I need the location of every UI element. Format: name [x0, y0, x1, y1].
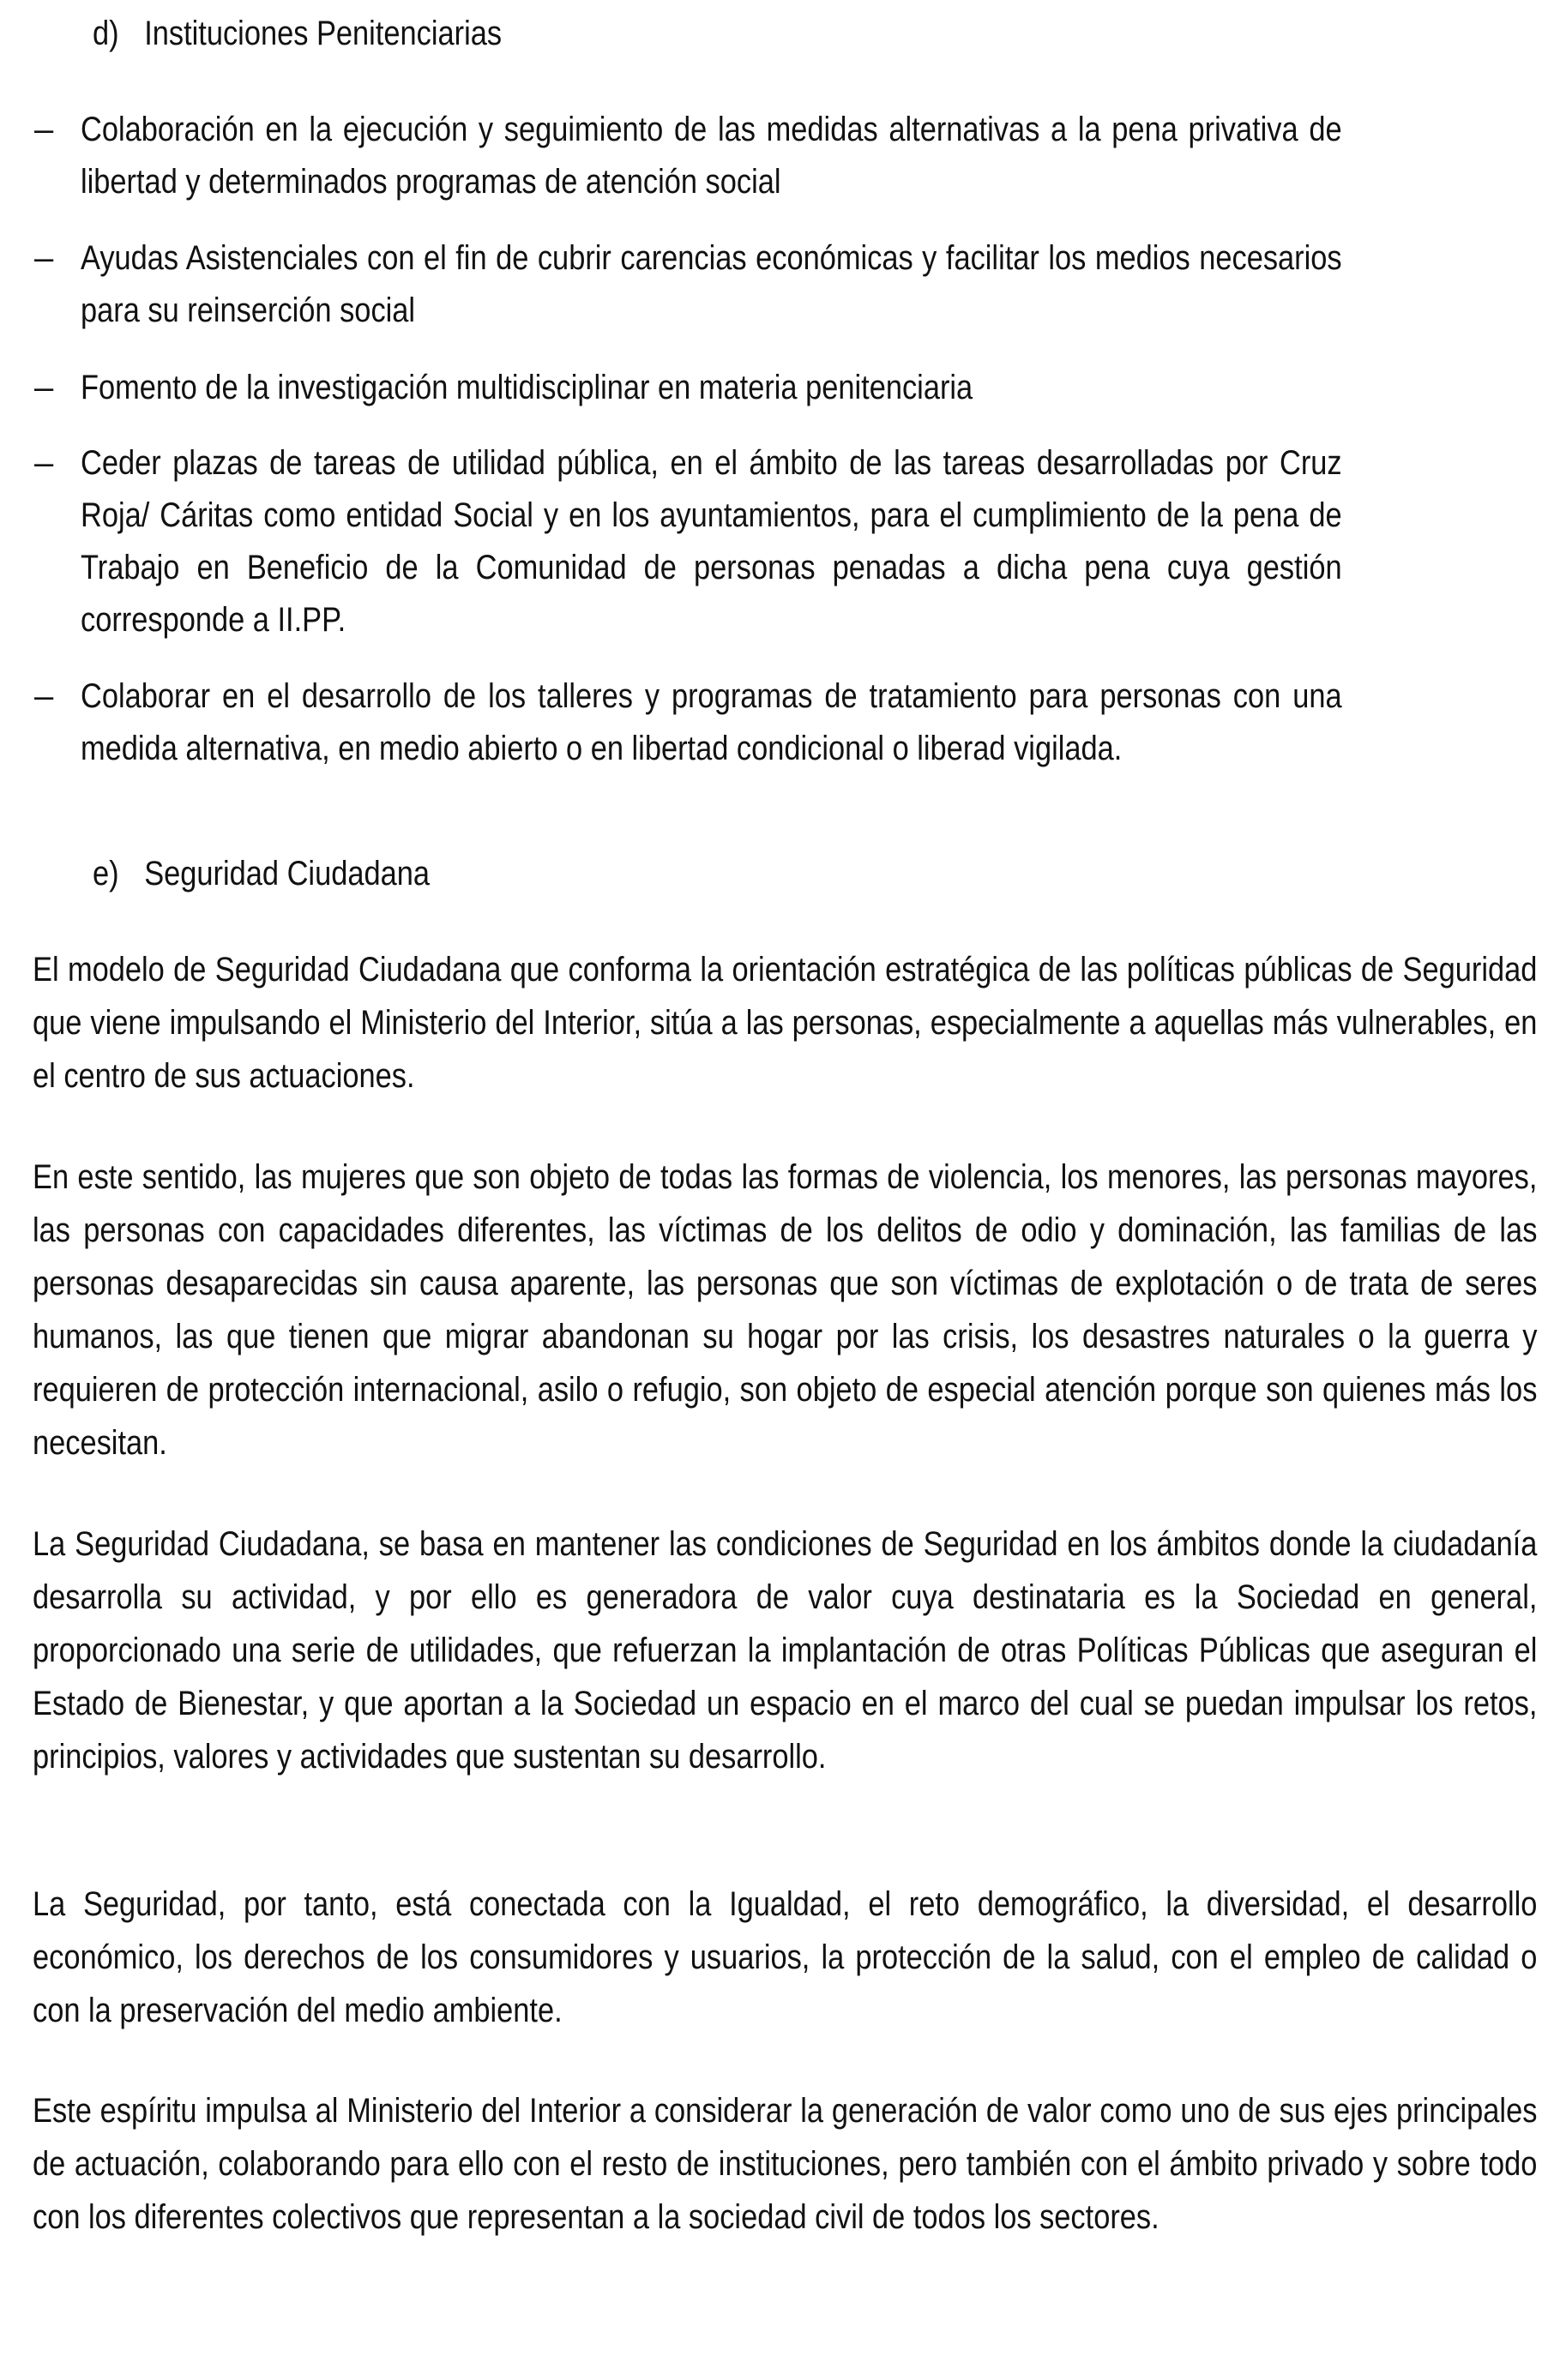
section-e-paragraph-3: La Seguridad Ciudadana, se basa en mantener las condiciones de Seguridad en los ámbitos donde la ciudadanía desarrolla su actividad, y por ello es generadora de valor cuya destinataria es la Sociedad en general, proporcionado una serie de utilidades, que refuerzan la implantación de otras Políticas Públicas que aseguran el Estado de Bienestar, y que aportan a la Sociedad un espacio en el marco del cual se puedan impulsar los retos, principios, valores y actividades que sustentan su desarrollo.	[33, 1525, 1538, 1776]
section-e-heading	[93, 847, 430, 900]
section-d-item-text: Colaboración en la ejecución y seguimiento de las medidas alternativas a la pena privativa de libertad y determinados programas de atención social	[81, 111, 1342, 201]
bullet-dash: –	[34, 677, 54, 715]
section-e-paragraph-5: Este espíritu impulsa al Ministerio del Interior a considerar la generación de valor como uno de sus ejes principales de actuación, colaborando para ello con el resto de instituciones, pero también con el ámbito privado y sobre todo con los diferentes colectivos que representan a la sociedad civil de todos los sectores.	[33, 2092, 1538, 2236]
section-d-item-text: Colaborar en el desarrollo de los talleres y programas de tratamiento para personas con una medida alternativa, en medio abierto o en libertad condicional o liberad vigilada.	[81, 677, 1342, 767]
bullet-dash: –	[34, 444, 54, 482]
bullet-dash: –	[34, 369, 54, 406]
bullet-dash: –	[34, 111, 54, 148]
section-e-paragraph-4: La Seguridad, por tanto, está conectada con la Igualdad, el reto demográfico, la diversidad, el desarrollo económico, los derechos de los consumidores y usuarios, la protección de la salud, con el empleo de calidad o con la preservación del medio ambiente.	[33, 1885, 1538, 2029]
section-e-paragraph-2: En este sentido, las mujeres que son objeto de todas las formas de violencia, los menores, las personas mayores, las personas con capacidades diferentes, las víctimas de los delitos de odio y dominación, las familias de las personas desaparecidas sin causa aparente, las personas que son víctimas de explotación o de trata de seres humanos, las que tienen que migrar abandonan su hogar por las crisis, los desastres naturales o la guerra y requieren de protección internacional, asilo o refugio, son objeto de especial atención porque son quienes más los necesitan.	[33, 1158, 1538, 1462]
section-d-item-text: Ceder plazas de tareas de utilidad pública, en el ámbito de las tareas desarrolladas por Cruz Roja/ Cáritas como entidad Social y en los ayuntamientos, para el cumplimiento de la pena de Trabajo en Beneficio de la Comunidad de personas penadas a dicha pena cuya gestión corresponde a II.PP.	[81, 444, 1342, 639]
section-e-title: Seguridad Ciudadana	[144, 855, 431, 892]
section-d-item-text: Fomento de la investigación multidisciplinar en materia penitenciaria	[81, 369, 973, 406]
section-d-item-text: Ayudas Asistenciales con el fin de cubrir carencias económicas y facilitar los medios necesarios para su reinserción social	[81, 239, 1342, 329]
section-d-title: Instituciones Penitenciarias	[144, 15, 503, 52]
section-e-paragraph-1: El modelo de Seguridad Ciudadana que conforma la orientación estratégica de las políticas públicas de Seguridad que viene impulsando el Ministerio del Interior, sitúa a las personas, especialmente a aquellas más vulnerables, en el centro de sus actuaciones.	[33, 951, 1538, 1095]
bullet-dash: –	[34, 239, 54, 277]
section-e-letter: e)	[93, 855, 119, 892]
section-d-heading	[93, 7, 502, 60]
section-d-letter: d)	[93, 15, 119, 52]
